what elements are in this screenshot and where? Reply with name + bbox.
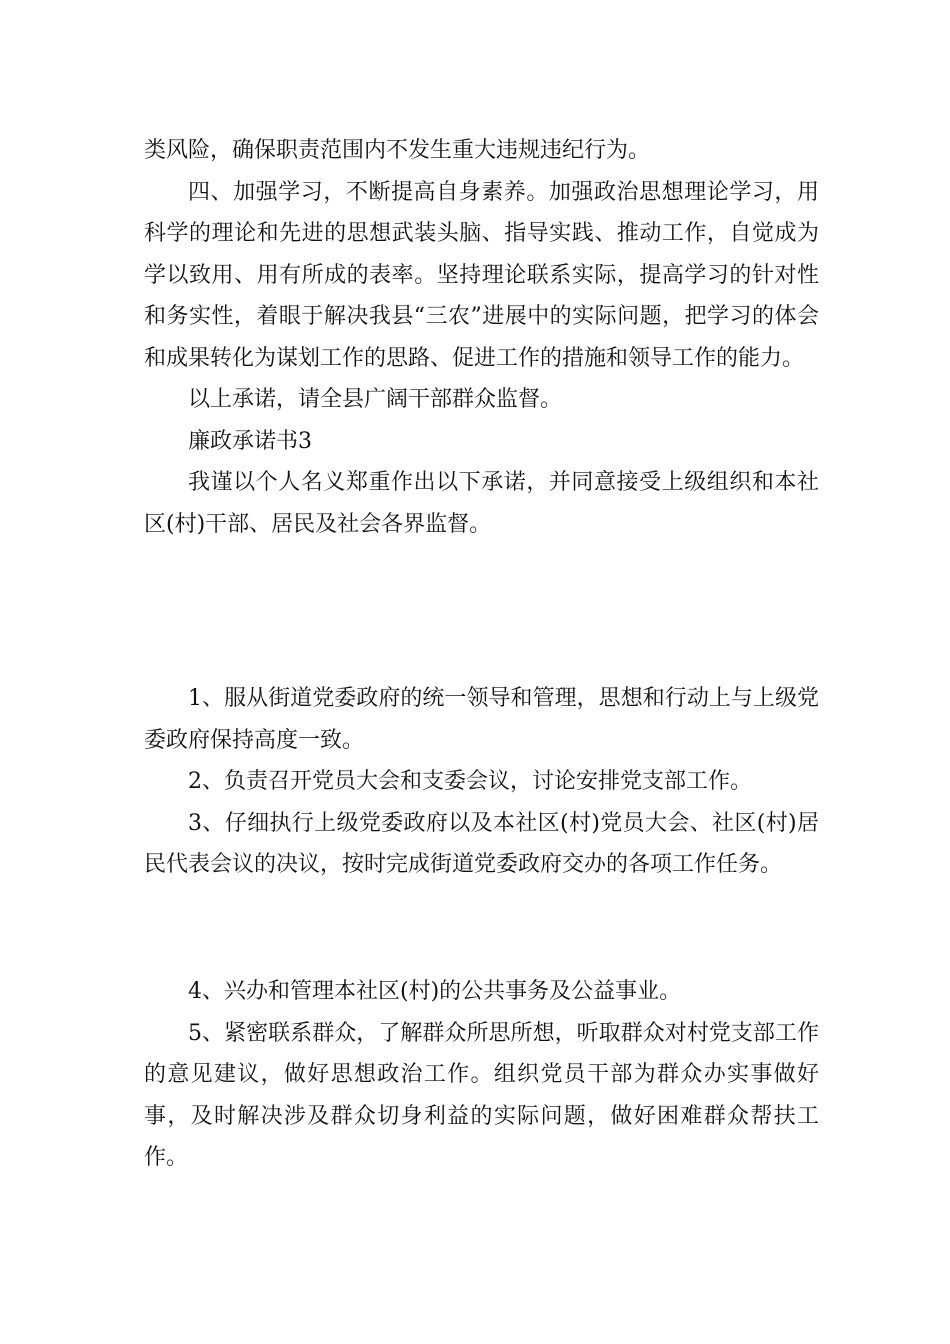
list-item: 2、负责召开党员大会和支委会议，讨论安排党支部工作。: [188, 769, 752, 794]
paragraph: 四、加强学习，不断提高自身素养。加强政治思想理论学习，用科学的理论和先进的思想武装头脑、指导实践、推动工作，自觉成为学以致用、用有所成的表率。坚持理论联系实际，提高学习的针对性和务实性，着眼于解决我县“三农”进展中的实际问题，把学习的体会和成果转化为谋划工作的思路、促进工作的措施和领导工作的能力。: [144, 179, 819, 371]
paragraph: 以上承诺，请全县广阔干部群众监督。: [188, 387, 563, 412]
section-heading: 廉政承诺书3: [188, 428, 312, 454]
text-block-bottom: [144, 971, 819, 1179]
paragraph: 类风险，确保职责范围内不发生重大违规违纪行为。: [144, 138, 651, 163]
list-item: 1、服从街道党委政府的统一领导和管理，思想和行动上与上级党委政府保持高度一致。: [144, 686, 819, 753]
paragraph: 我谨以个人名义郑重作出以下承诺，并同意接受上级组织和本社区(村)干部、居民及社会各界监督。: [144, 470, 819, 537]
list-item: 5、紧密联系群众，了解群众所思所想，听取群众对村党支部工作的意见建议，做好思想政治工作。组织党员干部为群众办实事做好事，及时解决涉及群众切身利益的实际问题，做好困难群众帮扶工作。: [144, 1020, 819, 1170]
list-item: 3、仔细执行上级党委政府以及本社区(村)党员大会、社区(村)居民代表会议的决议，按时完成街道党委政府交办的各项工作任务。: [144, 810, 819, 877]
list-item: 4、兴办和管理本社区(村)的公共事务及公益事业。: [188, 979, 682, 1004]
text-block-middle: [144, 678, 819, 886]
text-block-top: [144, 130, 819, 545]
